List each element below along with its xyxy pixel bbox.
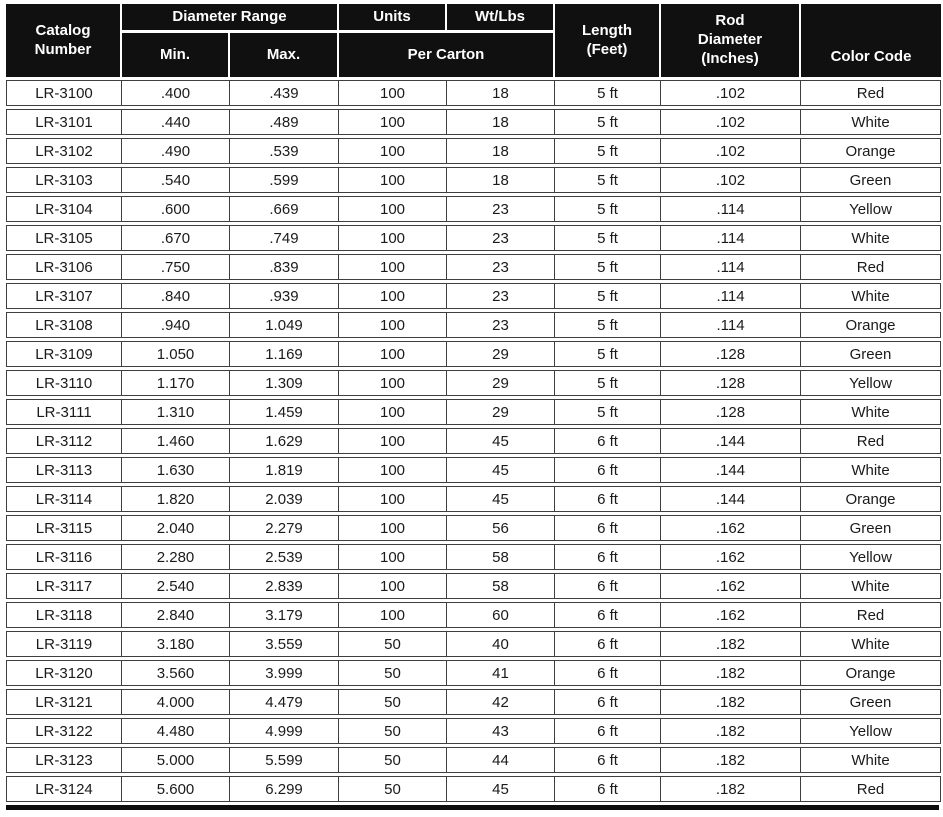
- table-row: [6, 602, 941, 628]
- cell-catalog-number: LR-3115: [6, 515, 122, 541]
- cell-color-code: White: [801, 747, 941, 773]
- cell-length-feet: 6 ft: [555, 602, 661, 628]
- cell-length-feet: 6 ft: [555, 428, 661, 454]
- cell-wt-lbs-per-carton: 29: [447, 341, 555, 367]
- cell-rod-diameter: .144: [661, 457, 801, 483]
- table-row: [6, 457, 941, 483]
- cell-units-per-carton: 100: [339, 225, 447, 251]
- cell-diameter-min: .750: [122, 254, 230, 280]
- cell-color-code: White: [801, 457, 941, 483]
- cell-diameter-max: .669: [230, 196, 339, 222]
- table-row: [6, 428, 941, 454]
- cell-catalog-number: LR-3117: [6, 573, 122, 599]
- cell-units-per-carton: 100: [339, 167, 447, 193]
- cell-wt-lbs-per-carton: 58: [447, 573, 555, 599]
- cell-units-per-carton: 100: [339, 254, 447, 280]
- cell-wt-lbs-per-carton: 44: [447, 747, 555, 773]
- cell-rod-diameter: .162: [661, 515, 801, 541]
- cell-diameter-min: 4.480: [122, 718, 230, 744]
- table-row: [6, 689, 941, 715]
- cell-length-feet: 5 ft: [555, 283, 661, 309]
- cell-catalog-number: LR-3103: [6, 167, 122, 193]
- table-bottom-border: [6, 805, 939, 810]
- cell-diameter-max: 5.599: [230, 747, 339, 773]
- cell-color-code: Red: [801, 80, 941, 106]
- cell-catalog-number: LR-3102: [6, 138, 122, 164]
- table-row: [6, 225, 941, 251]
- cell-wt-lbs-per-carton: 23: [447, 254, 555, 280]
- cell-catalog-number: LR-3118: [6, 602, 122, 628]
- cell-wt-lbs-per-carton: 56: [447, 515, 555, 541]
- cell-rod-diameter: .162: [661, 602, 801, 628]
- cell-wt-lbs-per-carton: 18: [447, 167, 555, 193]
- cell-color-code: Yellow: [801, 718, 941, 744]
- cell-rod-diameter: .114: [661, 312, 801, 338]
- cell-diameter-max: 3.999: [230, 660, 339, 686]
- cell-catalog-number: LR-3109: [6, 341, 122, 367]
- cell-diameter-max: 1.049: [230, 312, 339, 338]
- cell-length-feet: 6 ft: [555, 689, 661, 715]
- cell-diameter-min: 2.040: [122, 515, 230, 541]
- cell-diameter-max: .439: [230, 80, 339, 106]
- cell-color-code: White: [801, 399, 941, 425]
- cell-catalog-number: LR-3100: [6, 80, 122, 106]
- cell-wt-lbs-per-carton: 45: [447, 428, 555, 454]
- col-header-length-feet: [555, 4, 661, 77]
- cell-diameter-max: 2.039: [230, 486, 339, 512]
- cell-catalog-number: LR-3105: [6, 225, 122, 251]
- cell-rod-diameter: .182: [661, 747, 801, 773]
- cell-units-per-carton: 100: [339, 109, 447, 135]
- cell-diameter-min: .670: [122, 225, 230, 251]
- cell-catalog-number: LR-3111: [6, 399, 122, 425]
- length-feet-label: Length (Feet): [582, 21, 632, 58]
- cell-color-code: Red: [801, 776, 941, 802]
- cell-rod-diameter: .102: [661, 109, 801, 135]
- cell-length-feet: 5 ft: [555, 370, 661, 396]
- col-header-per-carton: Per Carton: [339, 33, 555, 77]
- cell-rod-diameter: .128: [661, 399, 801, 425]
- cell-diameter-min: 5.600: [122, 776, 230, 802]
- table-body: [6, 80, 941, 802]
- cell-diameter-min: .840: [122, 283, 230, 309]
- cell-diameter-max: 6.299: [230, 776, 339, 802]
- col-header-wt-lbs: Wt/Lbs: [447, 4, 555, 30]
- col-header-units: Units: [339, 4, 447, 30]
- table-row: [6, 631, 941, 657]
- cell-diameter-min: 1.820: [122, 486, 230, 512]
- table-row: [6, 254, 941, 280]
- cell-color-code: Green: [801, 167, 941, 193]
- cell-wt-lbs-per-carton: 29: [447, 399, 555, 425]
- cell-units-per-carton: 100: [339, 515, 447, 541]
- table-row: [6, 515, 941, 541]
- cell-wt-lbs-per-carton: 18: [447, 109, 555, 135]
- cell-diameter-max: 3.559: [230, 631, 339, 657]
- cell-wt-lbs-per-carton: 23: [447, 312, 555, 338]
- col-header-catalog-number: [6, 4, 122, 77]
- cell-catalog-number: LR-3116: [6, 544, 122, 570]
- cell-rod-diameter: .182: [661, 660, 801, 686]
- cell-diameter-max: 4.999: [230, 718, 339, 744]
- cell-diameter-max: 2.279: [230, 515, 339, 541]
- cell-length-feet: 5 ft: [555, 196, 661, 222]
- col-header-color-code: Color Code: [801, 4, 941, 77]
- cell-catalog-number: LR-3101: [6, 109, 122, 135]
- cell-wt-lbs-per-carton: 41: [447, 660, 555, 686]
- col-header-min: Min.: [122, 33, 230, 77]
- cell-length-feet: 5 ft: [555, 109, 661, 135]
- cell-diameter-max: .599: [230, 167, 339, 193]
- cell-length-feet: 6 ft: [555, 718, 661, 744]
- cell-units-per-carton: 100: [339, 341, 447, 367]
- cell-length-feet: 6 ft: [555, 515, 661, 541]
- cell-length-feet: 5 ft: [555, 138, 661, 164]
- cell-length-feet: 5 ft: [555, 225, 661, 251]
- cell-wt-lbs-per-carton: 45: [447, 486, 555, 512]
- table-row: [6, 283, 941, 309]
- cell-color-code: Yellow: [801, 370, 941, 396]
- cell-wt-lbs-per-carton: 18: [447, 80, 555, 106]
- table-header: [6, 4, 941, 77]
- cell-color-code: Red: [801, 602, 941, 628]
- cell-color-code: Green: [801, 515, 941, 541]
- cell-rod-diameter: .102: [661, 138, 801, 164]
- cell-diameter-max: .539: [230, 138, 339, 164]
- cell-diameter-min: 1.630: [122, 457, 230, 483]
- cell-diameter-min: 1.050: [122, 341, 230, 367]
- cell-length-feet: 6 ft: [555, 660, 661, 686]
- cell-catalog-number: LR-3114: [6, 486, 122, 512]
- table-row: [6, 718, 941, 744]
- cell-catalog-number: LR-3112: [6, 428, 122, 454]
- cell-diameter-min: .940: [122, 312, 230, 338]
- cell-catalog-number: LR-3108: [6, 312, 122, 338]
- cell-units-per-carton: 100: [339, 544, 447, 570]
- cell-diameter-min: 1.460: [122, 428, 230, 454]
- cell-diameter-min: 5.000: [122, 747, 230, 773]
- cell-diameter-min: 2.280: [122, 544, 230, 570]
- cell-units-per-carton: 100: [339, 457, 447, 483]
- cell-catalog-number: LR-3120: [6, 660, 122, 686]
- cell-color-code: White: [801, 225, 941, 251]
- cell-diameter-min: 2.540: [122, 573, 230, 599]
- table-row: [6, 370, 941, 396]
- cell-rod-diameter: .102: [661, 80, 801, 106]
- cell-catalog-number: LR-3106: [6, 254, 122, 280]
- cell-diameter-max: 1.169: [230, 341, 339, 367]
- cell-units-per-carton: 50: [339, 776, 447, 802]
- cell-length-feet: 6 ft: [555, 486, 661, 512]
- cell-rod-diameter: .144: [661, 486, 801, 512]
- col-header-diameter-range: Diameter Range: [122, 4, 339, 30]
- cell-length-feet: 5 ft: [555, 80, 661, 106]
- table-row: [6, 399, 941, 425]
- table-row: [6, 776, 941, 802]
- cell-wt-lbs-per-carton: 58: [447, 544, 555, 570]
- cell-units-per-carton: 50: [339, 718, 447, 744]
- cell-diameter-max: .839: [230, 254, 339, 280]
- cell-color-code: White: [801, 631, 941, 657]
- cell-catalog-number: LR-3122: [6, 718, 122, 744]
- cell-diameter-min: .440: [122, 109, 230, 135]
- table-row: [6, 747, 941, 773]
- cell-rod-diameter: .182: [661, 631, 801, 657]
- cell-units-per-carton: 100: [339, 80, 447, 106]
- cell-color-code: Orange: [801, 486, 941, 512]
- cell-diameter-max: .749: [230, 225, 339, 251]
- cell-length-feet: 6 ft: [555, 573, 661, 599]
- cell-catalog-number: LR-3119: [6, 631, 122, 657]
- cell-diameter-min: 2.840: [122, 602, 230, 628]
- cell-length-feet: 6 ft: [555, 747, 661, 773]
- cell-diameter-min: .400: [122, 80, 230, 106]
- cell-rod-diameter: .162: [661, 544, 801, 570]
- cell-wt-lbs-per-carton: 40: [447, 631, 555, 657]
- table-row: [6, 660, 941, 686]
- cell-wt-lbs-per-carton: 29: [447, 370, 555, 396]
- cell-units-per-carton: 50: [339, 631, 447, 657]
- cell-catalog-number: LR-3113: [6, 457, 122, 483]
- cell-diameter-min: .490: [122, 138, 230, 164]
- cell-length-feet: 5 ft: [555, 399, 661, 425]
- cell-catalog-number: LR-3121: [6, 689, 122, 715]
- cell-diameter-max: 2.839: [230, 573, 339, 599]
- cell-rod-diameter: .128: [661, 370, 801, 396]
- catalog-number-label: Catalog Number: [34, 21, 92, 58]
- cell-rod-diameter: .182: [661, 718, 801, 744]
- cell-length-feet: 5 ft: [555, 312, 661, 338]
- cell-catalog-number: LR-3104: [6, 196, 122, 222]
- cell-units-per-carton: 50: [339, 747, 447, 773]
- cell-color-code: Orange: [801, 660, 941, 686]
- cell-units-per-carton: 100: [339, 573, 447, 599]
- cell-rod-diameter: .144: [661, 428, 801, 454]
- cell-diameter-max: 3.179: [230, 602, 339, 628]
- cell-units-per-carton: 100: [339, 602, 447, 628]
- cell-wt-lbs-per-carton: 23: [447, 196, 555, 222]
- cell-length-feet: 6 ft: [555, 457, 661, 483]
- cell-color-code: White: [801, 283, 941, 309]
- cell-length-feet: 5 ft: [555, 341, 661, 367]
- table-row: [6, 544, 941, 570]
- table-row: [6, 196, 941, 222]
- table-row: [6, 573, 941, 599]
- rod-diameter-label: Rod Diameter (Inches): [697, 12, 763, 67]
- cell-diameter-max: 1.629: [230, 428, 339, 454]
- cell-wt-lbs-per-carton: 18: [447, 138, 555, 164]
- cell-wt-lbs-per-carton: 45: [447, 776, 555, 802]
- cell-rod-diameter: .182: [661, 689, 801, 715]
- cell-wt-lbs-per-carton: 60: [447, 602, 555, 628]
- table-row: [6, 167, 941, 193]
- cell-length-feet: 6 ft: [555, 776, 661, 802]
- cell-diameter-min: .540: [122, 167, 230, 193]
- cell-units-per-carton: 100: [339, 428, 447, 454]
- cell-color-code: Green: [801, 689, 941, 715]
- cell-diameter-min: .600: [122, 196, 230, 222]
- cell-diameter-min: 1.170: [122, 370, 230, 396]
- cell-color-code: Orange: [801, 312, 941, 338]
- cell-diameter-min: 3.180: [122, 631, 230, 657]
- table-row: [6, 109, 941, 135]
- cell-units-per-carton: 100: [339, 370, 447, 396]
- table-row: [6, 312, 941, 338]
- col-header-max: Max.: [230, 33, 339, 77]
- cell-length-feet: 6 ft: [555, 631, 661, 657]
- cell-color-code: Yellow: [801, 196, 941, 222]
- cell-rod-diameter: .128: [661, 341, 801, 367]
- cell-wt-lbs-per-carton: 23: [447, 225, 555, 251]
- cell-units-per-carton: 100: [339, 486, 447, 512]
- cell-wt-lbs-per-carton: 45: [447, 457, 555, 483]
- cell-rod-diameter: .114: [661, 225, 801, 251]
- table-row: [6, 486, 941, 512]
- cell-color-code: Green: [801, 341, 941, 367]
- cell-wt-lbs-per-carton: 23: [447, 283, 555, 309]
- cell-color-code: White: [801, 573, 941, 599]
- cell-length-feet: 5 ft: [555, 254, 661, 280]
- cell-color-code: White: [801, 109, 941, 135]
- cell-units-per-carton: 100: [339, 283, 447, 309]
- table-row: [6, 80, 941, 106]
- cell-units-per-carton: 100: [339, 138, 447, 164]
- cell-units-per-carton: 100: [339, 312, 447, 338]
- cell-diameter-max: .489: [230, 109, 339, 135]
- cell-diameter-min: 4.000: [122, 689, 230, 715]
- table-row: [6, 138, 941, 164]
- cell-wt-lbs-per-carton: 43: [447, 718, 555, 744]
- cell-rod-diameter: .102: [661, 167, 801, 193]
- col-header-rod-diameter: [661, 4, 801, 77]
- cell-rod-diameter: .162: [661, 573, 801, 599]
- cell-catalog-number: LR-3124: [6, 776, 122, 802]
- cell-rod-diameter: .114: [661, 196, 801, 222]
- cell-wt-lbs-per-carton: 42: [447, 689, 555, 715]
- cell-diameter-max: 1.459: [230, 399, 339, 425]
- cell-diameter-min: 3.560: [122, 660, 230, 686]
- product-spec-table: [6, 1, 941, 805]
- cell-rod-diameter: .114: [661, 254, 801, 280]
- cell-catalog-number: LR-3107: [6, 283, 122, 309]
- cell-diameter-max: 2.539: [230, 544, 339, 570]
- cell-rod-diameter: .182: [661, 776, 801, 802]
- cell-units-per-carton: 50: [339, 689, 447, 715]
- cell-units-per-carton: 100: [339, 399, 447, 425]
- table-row: [6, 341, 941, 367]
- cell-catalog-number: LR-3123: [6, 747, 122, 773]
- cell-diameter-max: 4.479: [230, 689, 339, 715]
- cell-rod-diameter: .114: [661, 283, 801, 309]
- cell-length-feet: 5 ft: [555, 167, 661, 193]
- cell-diameter-max: 1.819: [230, 457, 339, 483]
- cell-units-per-carton: 50: [339, 660, 447, 686]
- cell-diameter-min: 1.310: [122, 399, 230, 425]
- cell-length-feet: 6 ft: [555, 544, 661, 570]
- cell-diameter-max: .939: [230, 283, 339, 309]
- cell-diameter-max: 1.309: [230, 370, 339, 396]
- cell-catalog-number: LR-3110: [6, 370, 122, 396]
- cell-color-code: Orange: [801, 138, 941, 164]
- cell-color-code: Yellow: [801, 544, 941, 570]
- cell-color-code: Red: [801, 428, 941, 454]
- cell-units-per-carton: 100: [339, 196, 447, 222]
- cell-color-code: Red: [801, 254, 941, 280]
